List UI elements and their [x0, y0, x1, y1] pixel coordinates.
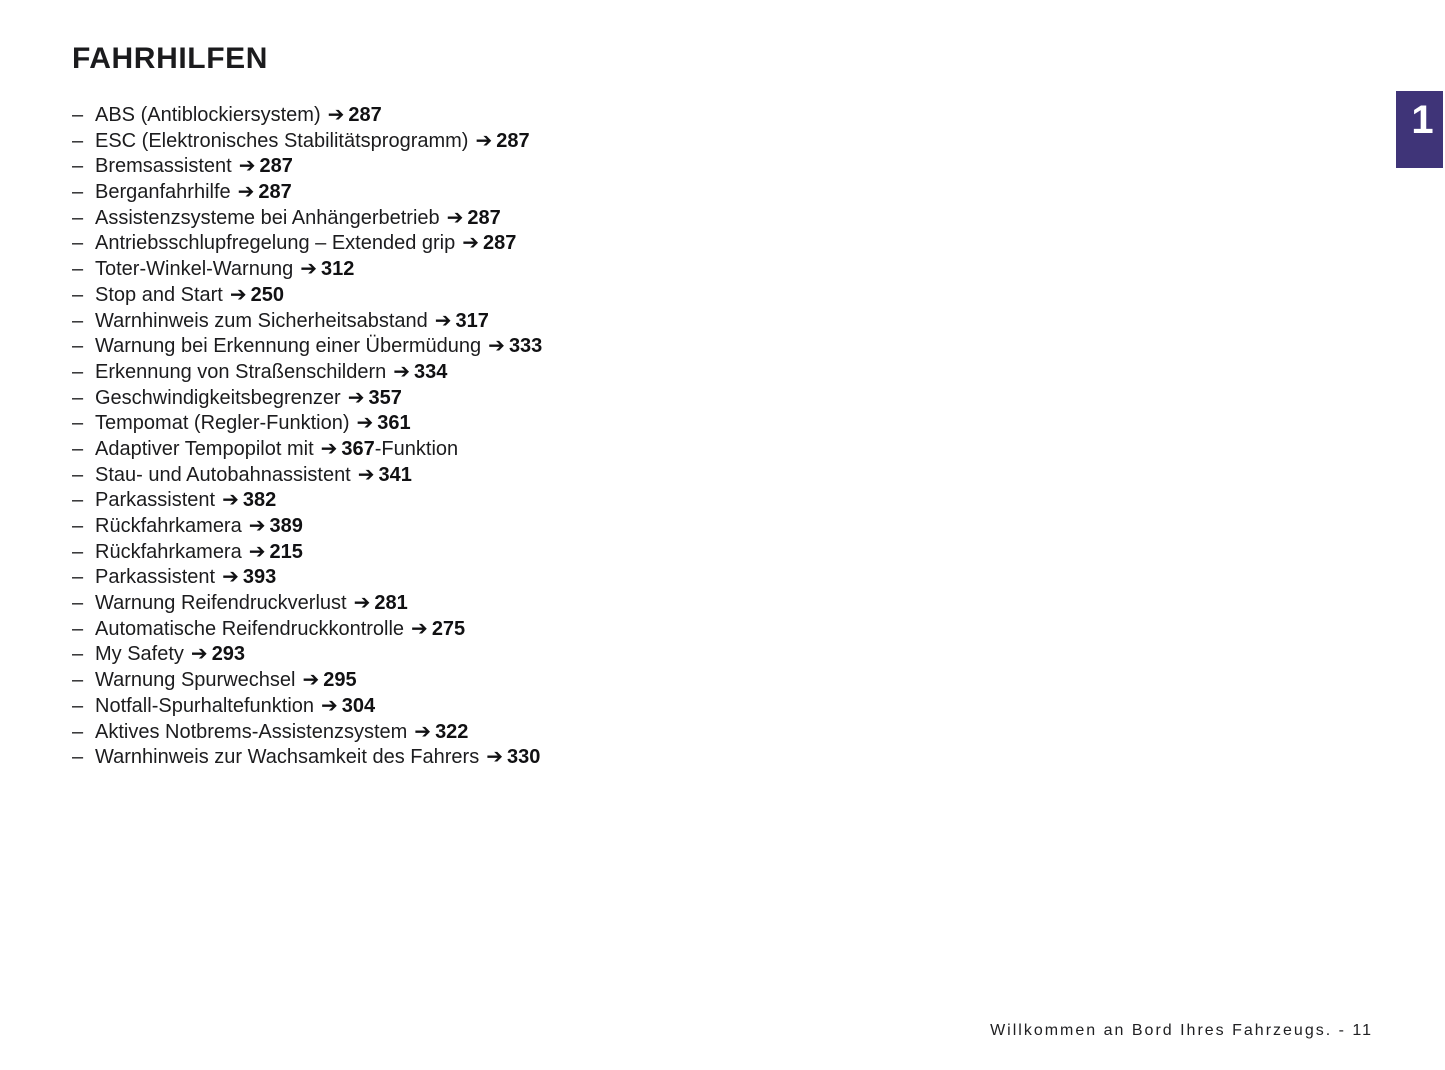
arrow-right-icon: ➔ [347, 386, 365, 409]
list-dash-icon: – [72, 258, 84, 281]
toc-item-label: Tempomat (Regler-Funktion) [95, 412, 350, 435]
toc-list [72, 103, 542, 771]
toc-item-label: Stau- und Autobahnassistent [95, 463, 351, 486]
toc-item-page: 333 [508, 335, 543, 358]
toc-item-page: 287 [348, 104, 382, 126]
toc-item-label: Toter-Winkel-Warnung [95, 258, 294, 281]
toc-item-label: Notfall-Spurhaltefunktion [95, 694, 315, 717]
toc-item [72, 745, 542, 771]
list-dash-icon: – [72, 206, 84, 229]
toc-item [72, 694, 542, 720]
arrow-right-icon: ➔ [238, 155, 256, 178]
toc-item-label: Warnhinweis zum Sicherheitsabstand [95, 309, 428, 332]
list-dash-icon: – [72, 104, 84, 126]
arrow-right-icon: ➔ [190, 643, 208, 666]
arrow-right-icon: ➔ [248, 515, 266, 537]
arrow-right-icon: ➔ [411, 617, 428, 640]
toc-item [72, 617, 542, 643]
toc-item-page: 357 [368, 386, 402, 409]
toc-item [72, 180, 542, 206]
toc-item-page: 287 [483, 232, 517, 255]
list-dash-icon: – [72, 412, 84, 435]
list-dash-icon: – [72, 437, 84, 460]
toc-item-label: Warnung Spurwechsel [95, 669, 296, 692]
arrow-right-icon: ➔ [475, 129, 493, 152]
toc-item-label: Assistenzsysteme bei Anhängerbetrieb [95, 206, 440, 229]
toc-item [72, 411, 542, 437]
list-dash-icon: – [72, 746, 84, 769]
toc-item-label: Rückfahrkamera [95, 515, 242, 537]
list-dash-icon: – [72, 515, 84, 537]
toc-item-label: Adaptiver Tempopilot mit [95, 437, 314, 460]
toc-item-page: 215 [269, 540, 303, 563]
toc-item [72, 103, 542, 129]
toc-item-page: 393 [242, 566, 277, 589]
arrow-right-icon: ➔ [357, 463, 375, 486]
toc-item [72, 334, 542, 360]
list-dash-icon: – [72, 386, 84, 409]
toc-item-page: 250 [250, 283, 285, 306]
list-dash-icon: – [72, 129, 84, 152]
arrow-right-icon: ➔ [488, 335, 505, 358]
list-dash-icon: – [72, 489, 84, 512]
toc-item-page: 322 [435, 720, 469, 743]
toc-item-label: Berganfahrhilfe [95, 181, 231, 204]
toc-item [72, 642, 542, 668]
toc-item-label: Warnhinweis zur Wachsamkeit des Fahrers [95, 746, 480, 769]
toc-item [72, 488, 542, 514]
toc-item [72, 129, 542, 155]
toc-item-label: Aktives Notbrems-Assistenzsystem [95, 720, 408, 743]
arrow-right-icon: ➔ [414, 720, 432, 743]
toc-item-page: 287 [258, 181, 292, 204]
toc-item-page: 317 [455, 309, 489, 332]
list-dash-icon: – [72, 335, 84, 358]
arrow-right-icon: ➔ [446, 206, 464, 229]
toc-item-label: Bremsassistent [95, 155, 232, 178]
toc-item-label: Parkassistent [95, 566, 216, 589]
list-dash-icon: – [72, 566, 84, 589]
list-dash-icon: – [72, 643, 84, 666]
list-dash-icon: – [72, 181, 84, 204]
list-dash-icon: – [72, 463, 84, 486]
toc-item-page: 281 [374, 592, 408, 615]
page-title: FAHRHILFEN [72, 42, 268, 75]
list-dash-icon: – [72, 232, 84, 255]
toc-item [72, 206, 542, 232]
toc-item-label: Automatische Reifendruckkontrolle [95, 617, 405, 640]
toc-item [72, 231, 542, 257]
arrow-right-icon: ➔ [486, 746, 503, 769]
toc-item [72, 463, 542, 489]
list-dash-icon: – [72, 694, 84, 717]
arrow-right-icon: ➔ [462, 232, 479, 255]
toc-item-page: 367 [341, 437, 375, 460]
toc-item-page: 295 [323, 669, 357, 692]
toc-item [72, 540, 542, 566]
arrow-right-icon: ➔ [393, 360, 411, 383]
arrow-right-icon: ➔ [300, 258, 317, 281]
list-dash-icon: – [72, 720, 84, 743]
toc-item-label: Erkennung von Straßenschildern [95, 360, 387, 383]
toc-item-page: 287 [496, 129, 530, 152]
toc-item-label: Rückfahrkamera [95, 540, 242, 563]
list-dash-icon: – [72, 617, 84, 640]
toc-item [72, 668, 542, 694]
list-dash-icon: – [72, 155, 84, 178]
toc-item-page: 293 [211, 643, 246, 666]
toc-item-page: 341 [378, 463, 412, 486]
toc-item-label: My Safety [95, 643, 184, 666]
toc-item-page: 382 [242, 489, 277, 512]
chapter-tab [1396, 91, 1443, 168]
list-dash-icon: – [72, 309, 84, 332]
toc-item-page: 287 [467, 206, 501, 229]
arrow-right-icon: ➔ [229, 283, 247, 306]
arrow-right-icon: ➔ [248, 540, 266, 563]
arrow-right-icon: ➔ [321, 694, 338, 717]
arrow-right-icon: ➔ [353, 592, 371, 615]
toc-item-label: Antriebsschlupfregelung – Extended grip [95, 232, 456, 255]
toc-item [72, 386, 542, 412]
toc-item [72, 154, 542, 180]
list-dash-icon: – [72, 669, 84, 692]
toc-item-label: Warnung Reifendruckverlust [95, 592, 347, 615]
list-dash-icon: – [72, 540, 84, 563]
footer-text: Willkommen an Bord Ihres Fahrzeugs. - 11 [990, 1022, 1373, 1039]
toc-item-page: 334 [414, 360, 448, 383]
toc-item-page: 361 [377, 412, 411, 435]
arrow-right-icon: ➔ [434, 309, 452, 332]
toc-item [72, 257, 542, 283]
toc-item [72, 360, 542, 386]
toc-item-label: Geschwindigkeitsbegrenzer [95, 386, 341, 409]
arrow-right-icon: ➔ [327, 104, 345, 126]
list-dash-icon: – [72, 592, 84, 615]
toc-item [72, 283, 542, 309]
toc-item [72, 720, 542, 746]
toc-item-label: Parkassistent [95, 489, 216, 512]
chapter-tab-number: 1 [1411, 98, 1434, 142]
toc-item-page: 330 [506, 746, 541, 769]
toc-item-label: Stop and Start [95, 283, 223, 306]
toc-item-page: 389 [269, 515, 303, 537]
toc-item-label: ESC (Elektronisches Stabilitätsprogramm) [95, 129, 469, 152]
toc-item-label: ABS (Antiblockiersystem) [95, 104, 321, 126]
list-dash-icon: – [72, 283, 84, 306]
arrow-right-icon: ➔ [222, 489, 239, 512]
toc-item-page: 287 [259, 155, 293, 178]
arrow-right-icon: ➔ [237, 181, 255, 204]
arrow-right-icon: ➔ [222, 566, 239, 589]
toc-item-suffix: -Funktion [374, 437, 459, 460]
toc-item-page: 275 [431, 617, 466, 640]
arrow-right-icon: ➔ [302, 669, 320, 692]
toc-item-page: 304 [341, 694, 376, 717]
arrow-right-icon: ➔ [320, 437, 338, 460]
list-dash-icon: – [72, 360, 84, 383]
toc-item [72, 309, 542, 335]
toc-item [72, 514, 542, 540]
arrow-right-icon: ➔ [356, 412, 374, 435]
toc-item-page: 312 [320, 258, 355, 281]
toc-item [72, 591, 542, 617]
toc-item [72, 437, 542, 463]
toc-item [72, 565, 542, 591]
toc-item-label: Warnung bei Erkennung einer Übermüdung [95, 335, 482, 358]
